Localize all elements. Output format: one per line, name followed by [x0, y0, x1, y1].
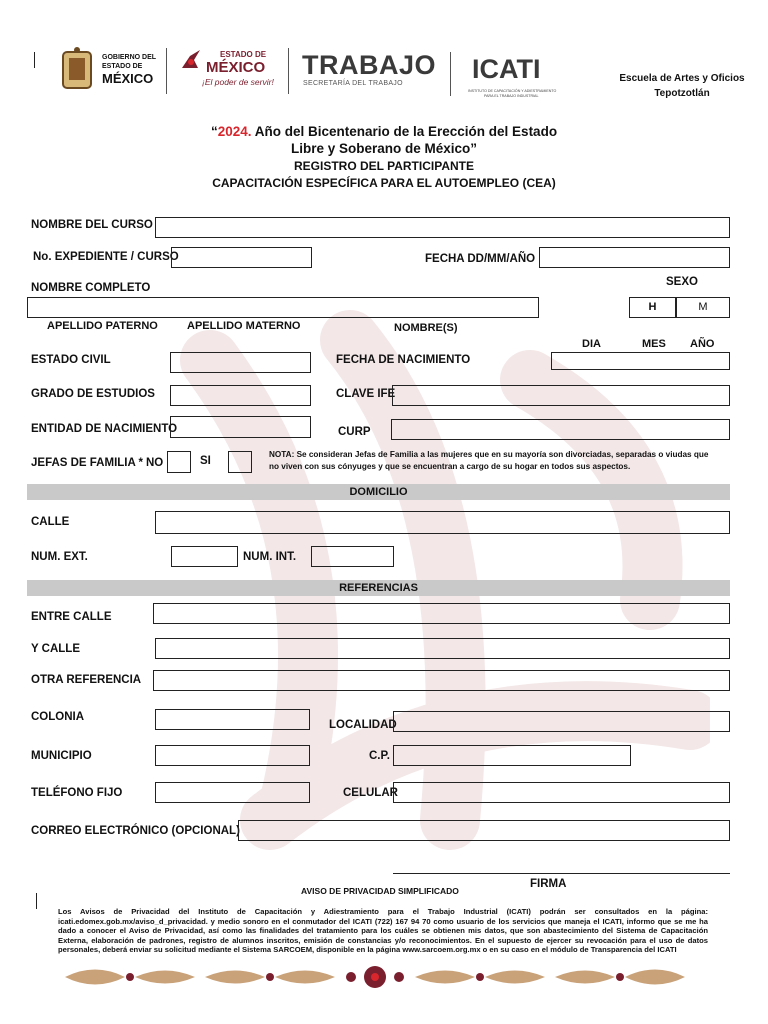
- label-jefas-familia: JEFAS DE FAMILIA *: [31, 457, 144, 469]
- edomex-line1: ESTADO DE: [220, 50, 267, 59]
- coat-of-arms-icon: [60, 46, 94, 94]
- input-fecha-nacimiento[interactable]: [551, 352, 730, 370]
- title-cea: CAPACITACIÓN ESPECÍFICA PARA EL AUTOEMPLEO (CEA): [212, 176, 556, 190]
- input-estado-civil[interactable]: [170, 352, 311, 373]
- checkbox-sexo-m[interactable]: M: [676, 297, 730, 318]
- input-colonia[interactable]: [155, 709, 310, 730]
- edomex-slogan: ¡El poder de servir!: [202, 77, 274, 87]
- logo-divider: [166, 48, 167, 94]
- label-entre-calle: ENTRE CALLE: [31, 611, 112, 623]
- input-municipio[interactable]: [155, 745, 310, 766]
- title-registro: REGISTRO DEL PARTICIPANTE: [293, 159, 474, 173]
- edomex-brand-logo: [180, 46, 280, 92]
- input-otra-referencia[interactable]: [153, 670, 730, 691]
- section-referencias: REFERENCIAS: [27, 580, 730, 596]
- input-localidad[interactable]: [393, 711, 730, 732]
- title-line2: Libre y Soberano de México”: [290, 141, 478, 156]
- nota-jefas: [269, 449, 708, 473]
- input-calle[interactable]: [155, 511, 730, 534]
- label-anio: AÑO: [690, 338, 715, 350]
- label-municipio: MUNICIPIO: [31, 750, 92, 762]
- label-nombre-completo: NOMBRE COMPLETO: [31, 282, 151, 294]
- school-line1: Escuela de Artes y Oficios: [619, 73, 745, 84]
- hummingbird-icon: [180, 48, 202, 74]
- logo-divider: [288, 48, 289, 94]
- label-colonia: COLONIA: [31, 711, 85, 723]
- label-nombre-curso: NOMBRE DEL CURSO: [31, 219, 153, 231]
- privacy-title: AVISO DE PRIVACIDAD SIMPLIFICADO: [301, 886, 459, 896]
- label-fecha: FECHA DD/MM/AÑO: [425, 253, 536, 265]
- label-cp: C.P.: [369, 750, 390, 762]
- nota-line2: no viven con sus cónyuges y que se encuentran a cargo de su hogar en todos sus aspectos.: [269, 462, 631, 471]
- input-celular[interactable]: [393, 782, 730, 803]
- icati-subtitle2: PARA EL TRABAJO INDUSTRIAL: [484, 94, 539, 98]
- label-firma: FIRMA: [530, 878, 567, 890]
- input-entidad-nacimiento[interactable]: [170, 416, 311, 438]
- label-fecha-nacimiento: FECHA DE NACIMIENTO: [336, 354, 471, 366]
- title-year: 2024.: [217, 124, 252, 139]
- label-apellido-paterno: APELLIDO PATERNO: [47, 320, 158, 332]
- label-otra-referencia: OTRA REFERENCIA: [31, 674, 142, 686]
- nota-line1: NOTA: Se consideran Jefas de Familia a las mujeres que en su mayoría son divorciadas, separadas o viudas que: [269, 450, 709, 459]
- firma-line: [393, 873, 730, 874]
- label-si: SI: [200, 455, 211, 467]
- label-no: NO: [146, 457, 164, 469]
- input-curp[interactable]: [391, 419, 730, 440]
- privacy-text: Los Avisos de Privacidad del Instituto de Capacitación y Adiestramiento para el Trabajo Industrial (ICATI) podrán ser consultados en la página: icati.edomex.gob.mx/aviso_d_privacidad. y medio sonoro en el conmutador del ICATI (722) 167 94 70 como usuario de los servicios que maneja el ICATI, informo que se me ha dado a conocer el Aviso de Privacidad, así como las finalidades del tratamiento para los cuáles se obtienen mis datos, que son abastecimiento del Sistema de Capacitación Externa, elaboración de padrones, registro de alumnos inscritos, emisión de constancias y/o reconocimientos. En el supuesto de ejercer su revocación para el uso de datos personales, deberá enviar su solicitud mediante el Sistema SARCOEM, disponible en la página www.sarcoem.org.mx o en su caso en el módulo de Transparencia del ICATI: [58, 907, 708, 954]
- label-grado-estudios: GRADO DE ESTUDIOS: [31, 388, 155, 400]
- gob-logo-line3: MÉXICO: [102, 71, 154, 86]
- label-y-calle: Y CALLE: [31, 643, 80, 655]
- gob-logo-line1: GOBIERNO DEL: [102, 54, 157, 61]
- trabajo-subtitle: SECRETARÍA DEL TRABAJO: [303, 80, 403, 87]
- label-apellido-materno: APELLIDO MATERNO: [187, 320, 301, 332]
- trabajo-title: TRABAJO: [302, 50, 437, 80]
- input-clave-ife[interactable]: [392, 385, 730, 406]
- icati-subtitle1: INSTITUTO DE CAPACITACIÓN Y ADIESTRAMIENTO: [468, 89, 557, 93]
- gob-edomex-logo: [60, 46, 160, 96]
- label-expediente: No. EXPEDIENTE / CURSO: [33, 251, 179, 263]
- label-num-ext: NUM. EXT.: [31, 551, 88, 563]
- checkbox-jefa-si[interactable]: [228, 451, 252, 473]
- edomex-line2: MÉXICO: [206, 59, 266, 76]
- input-telefono-fijo[interactable]: [155, 782, 310, 803]
- checkbox-jefa-no[interactable]: [167, 451, 191, 473]
- input-nombre-completo[interactable]: [27, 297, 539, 318]
- label-localidad: LOCALIDAD: [329, 719, 397, 731]
- label-nombres: NOMBRE(S): [394, 322, 458, 334]
- gob-logo-line2: ESTADO DE: [102, 63, 143, 70]
- input-num-ext[interactable]: [171, 546, 238, 567]
- input-grado-estudios[interactable]: [170, 385, 311, 406]
- label-sexo: SEXO: [666, 276, 698, 288]
- input-expediente[interactable]: [171, 247, 312, 268]
- school-name: [612, 71, 752, 101]
- title-line1-rest: Año del Bicentenario de la Erección del Estado: [251, 124, 558, 139]
- label-estado-civil: ESTADO CIVIL: [31, 354, 111, 366]
- label-dia: DIA: [582, 338, 601, 350]
- input-fecha[interactable]: [539, 247, 730, 268]
- school-line2: Tepotzotlán: [654, 88, 710, 99]
- logo-divider: [450, 52, 451, 96]
- footer-left-marker: [36, 893, 37, 909]
- trabajo-logo: [302, 50, 442, 90]
- section-domicilio: DOMICILIO: [27, 484, 730, 500]
- label-celular: CELULAR: [343, 787, 398, 799]
- label-clave-ife: CLAVE IFE: [336, 388, 396, 400]
- checkbox-sexo-h[interactable]: H: [629, 297, 676, 318]
- title-line1: [0, 124, 768, 139]
- title-quote: “: [210, 124, 218, 139]
- input-nombre-curso[interactable]: [155, 217, 730, 238]
- label-num-int: NUM. INT.: [243, 551, 297, 563]
- label-telefono-fijo: TELÉFONO FIJO: [31, 787, 123, 799]
- icati-logo: [468, 54, 568, 100]
- label-correo: CORREO ELECTRÓNICO (OPCIONAL): [31, 825, 240, 837]
- input-entre-calle[interactable]: [153, 603, 730, 624]
- header-left-marker: [34, 52, 35, 68]
- input-y-calle[interactable]: [155, 638, 730, 659]
- decorative-floral-border: [55, 962, 695, 992]
- label-curp: CURP: [338, 426, 371, 438]
- input-num-int[interactable]: [311, 546, 394, 567]
- label-mes: MES: [642, 338, 666, 350]
- label-calle: CALLE: [31, 516, 70, 528]
- label-entidad-nacimiento: ENTIDAD DE NACIMIENTO: [31, 423, 178, 435]
- icati-title: ICATI: [472, 54, 541, 84]
- input-cp[interactable]: [393, 745, 631, 766]
- input-correo[interactable]: [238, 820, 730, 841]
